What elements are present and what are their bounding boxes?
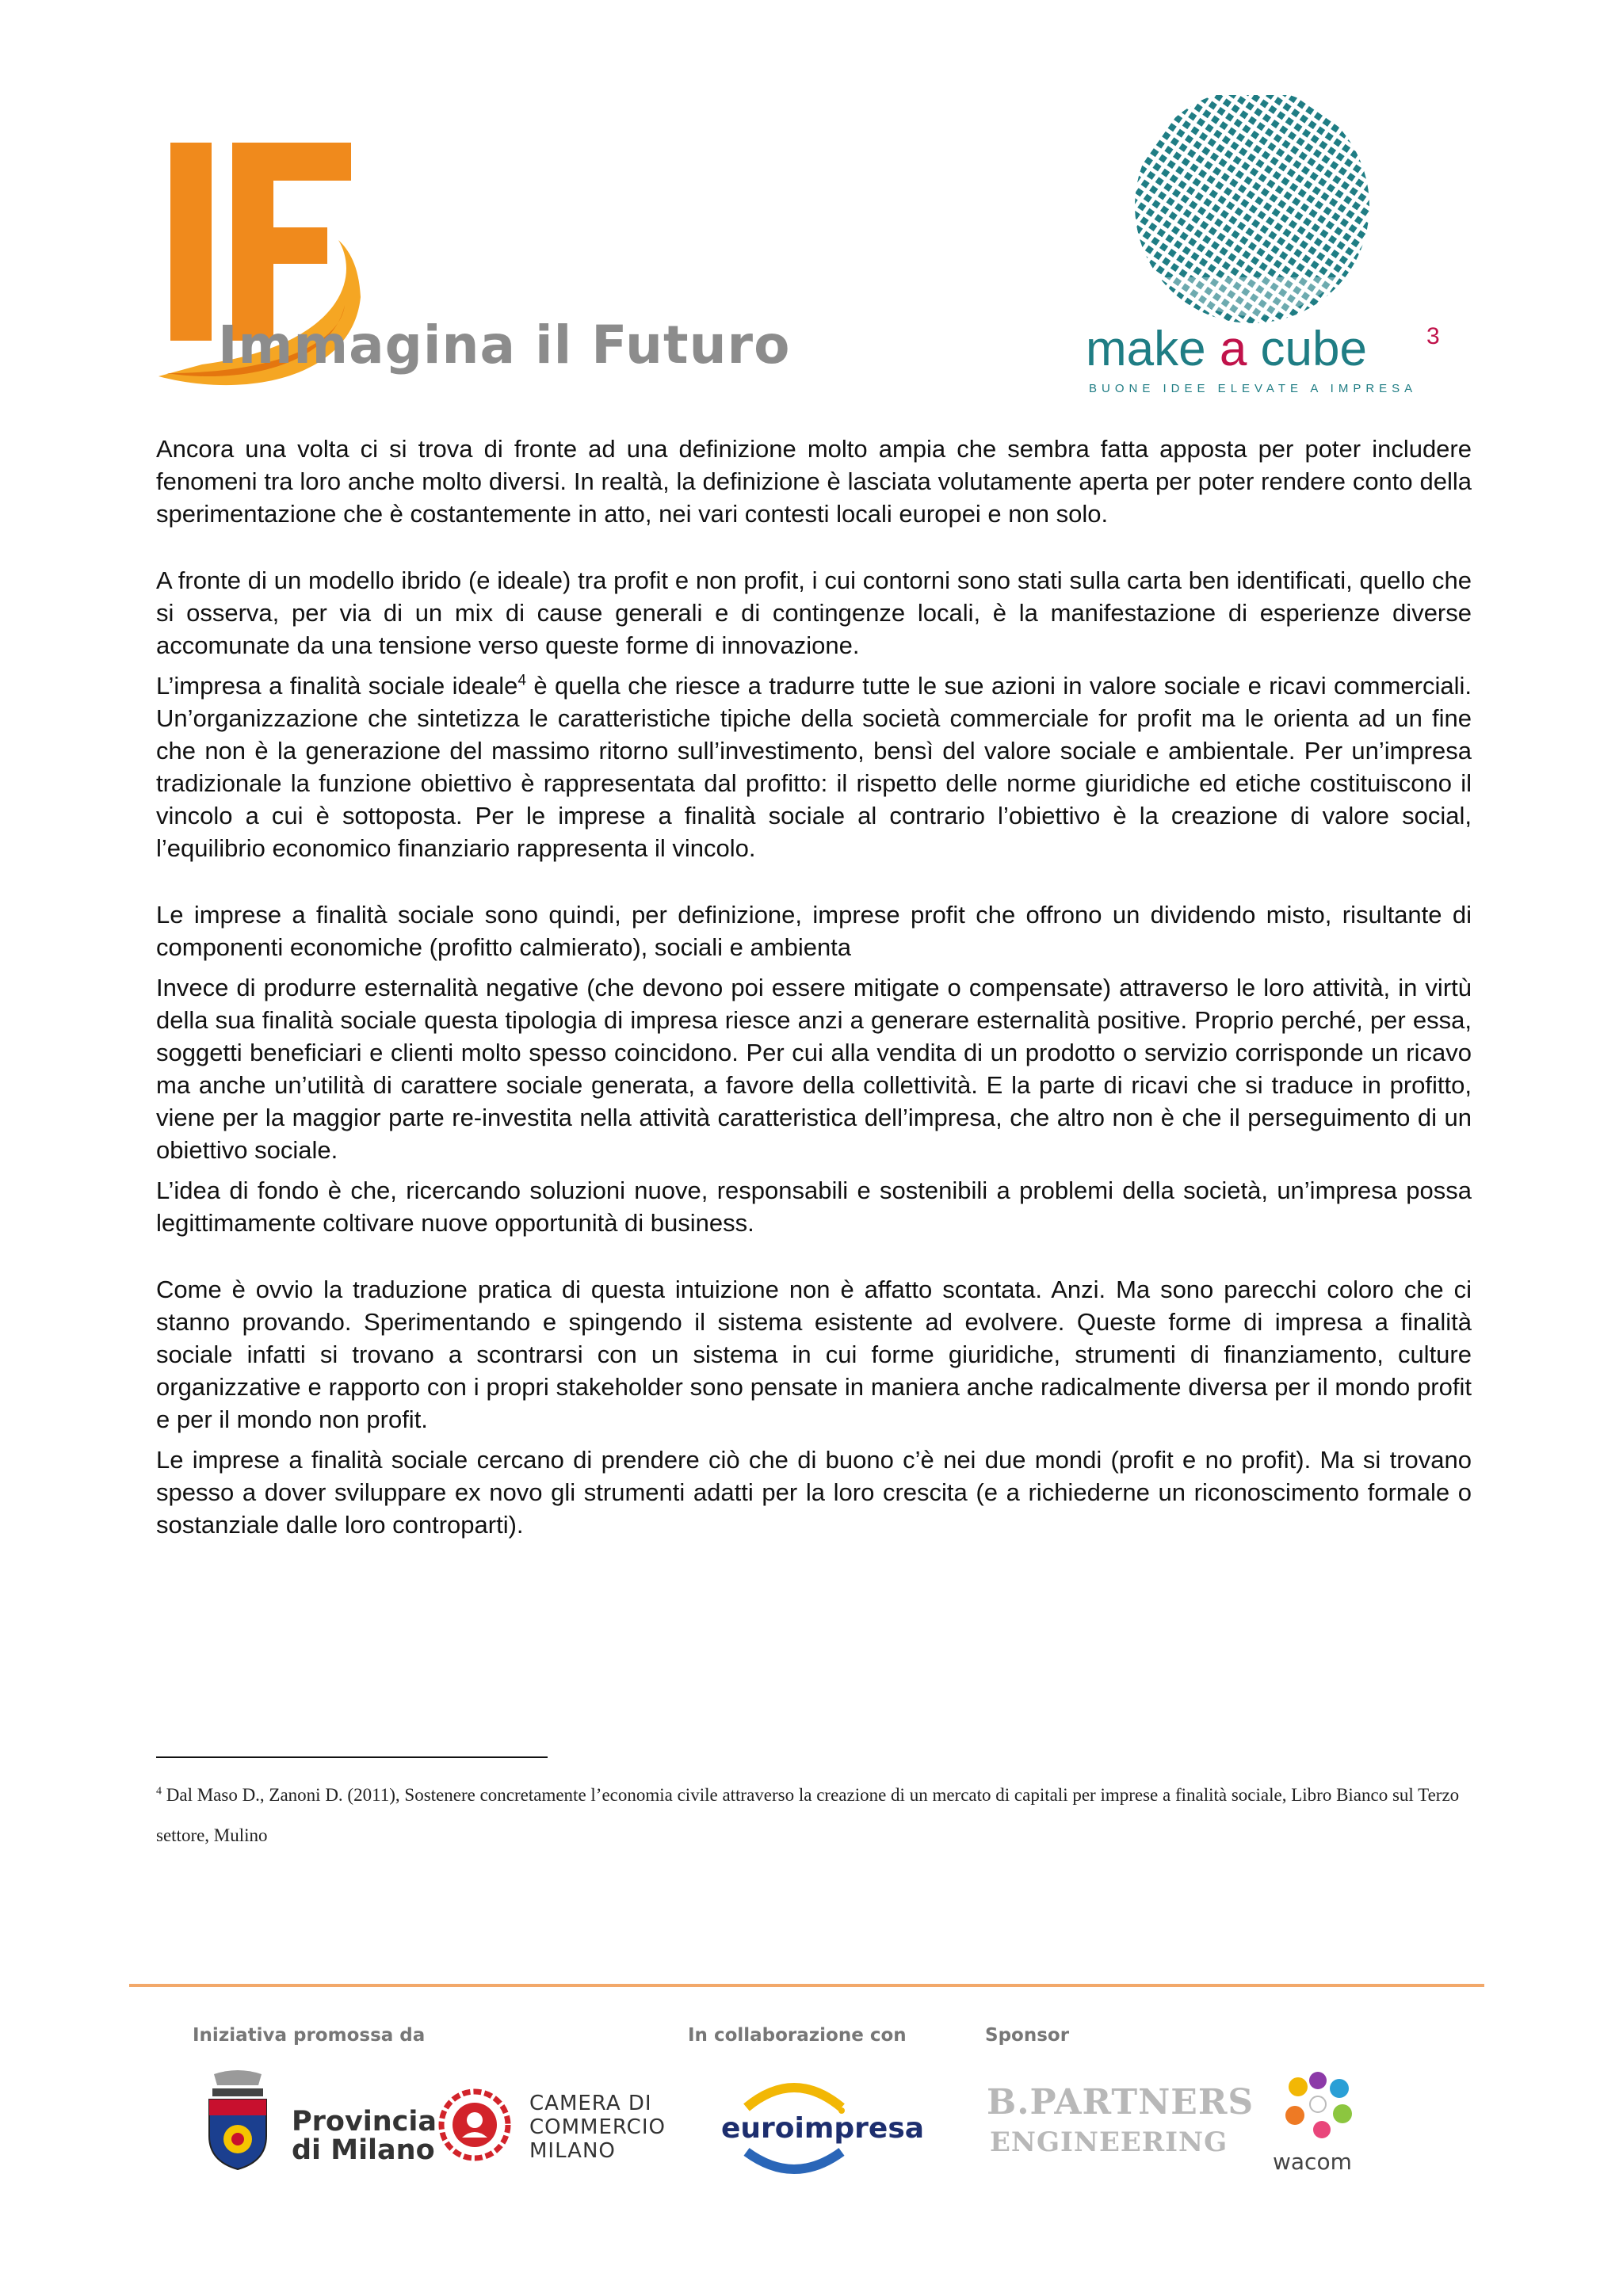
bpartners-engineering-logo xyxy=(987,2077,1254,2180)
bpartners-line-2: ENGINEERING xyxy=(990,2126,1228,2158)
provincia-di-milano-logo xyxy=(198,2068,436,2171)
paragraph: L’impresa a finalità sociale ideale$^4$ è quella che riesce a tradurre tutte le sue azioni in valore sociale e ricavi commerciali. Un’organizzazione che sintetizza le caratteristiche tipiche della società commerciale for profit ma le orienta ad un fine che non è la generazione del massimo ritorno sull’investimento, bensì del valore sociale e ambientale. Per un’impresa tradizionale la funzione obiettivo è rappresentata dal profitto: il rispetto delle norme giuridiche ed etiche costituiscono il vincolo a cui è sottoposta. Per le imprese a finalità sociale al contrario l’obiettivo è la creazione di valore social, l’equilibrio economico finanziario rappresenta il vincolo. xyxy=(156,672,1472,862)
euroimpresa-wordmark: euroimpresa xyxy=(721,2112,925,2145)
cube-dots-icon xyxy=(1078,95,1522,325)
bpartners-line-1: B.PARTNERS xyxy=(987,2082,1254,2122)
paragraph: Invece di produrre esternalità negative (che devono poi essere mitigate o compensate) attraverso le loro attività, in virtù della sua finalità sociale questa tipologia di impresa riesce anzi a generare esternalità positive. Proprio perché, per essa, soggetti beneficiari e clienti molto spesso coincidono. Per cui alla vendita di un prodotto o servizio corrisponde un ricavo ma anche un’utilità di carattere sociale generata, a favore della collettività. E la parte di ricavi che si traduce in profitto, viene per la maggior parte re-investita nella attività caratteristica dell’impresa, che altro non è che il perseguimento di un obiettivo sociale. xyxy=(156,974,1472,1164)
footnote xyxy=(156,1775,1487,1855)
provincia-line-1: Provincia xyxy=(292,2106,437,2138)
sponsor-label: Sponsor xyxy=(985,2025,1070,2046)
if-tagline: Immagina il Futuro xyxy=(218,315,791,376)
paragraph: Le imprese a finalità sociale sono quindi, per definizione, imprese profit che offrono un dividendo misto, risultante di componenti economiche (profitto calmierato), sociali e ambienta xyxy=(156,901,1472,961)
paragraph: L’idea di fondo è che, ricercando soluzioni nuove, responsabili e sostenibili a problemi della società, un’impresa possa legittimamente coltivare nuove opportunità di business. xyxy=(156,1177,1472,1237)
camera-seal-icon xyxy=(438,2088,511,2161)
immagina-il-futuro-logo xyxy=(155,139,791,400)
crest-icon xyxy=(198,2068,277,2171)
camera-line-3: MILANO xyxy=(529,2139,616,2163)
paragraph: Le imprese a finalità sociale cercano di prendere ciò che di buono c’è nei due mondi (profit e no profit). Ma si trovano spesso a dover sviluppare ex novo gli strumenti adatti per la loro crescita (e a richiederne un riconoscimento formale o sostanziale dalle loro controparti). xyxy=(156,1446,1472,1539)
wacom-bubbles-icon xyxy=(1274,2069,1361,2141)
cube-superscript: 3 xyxy=(1426,323,1440,349)
footnote-ref[interactable]: 4 xyxy=(517,672,526,689)
camera-line-2: COMMERCIO xyxy=(529,2115,666,2139)
paragraph: A fronte di un modello ibrido (e ideale) tra profit e non profit, i cui contorni sono stati sulla carta ben identificati, quello che si osserva, per via di un mix di cause generali e di contingenze locali, è la manifestazione di esperienze diverse accomunate da una tensione verso queste forme di innovazione. xyxy=(156,566,1472,659)
provincia-line-2: di Milano xyxy=(292,2134,435,2166)
wacom-wordmark: wacom xyxy=(1273,2149,1352,2175)
make-a-cube-wordmark: make a cube xyxy=(1086,322,1367,376)
document-body xyxy=(156,433,1472,1541)
camera-di-commercio-logo xyxy=(438,2088,676,2176)
footnote-text: Dal Maso D., Zanoni D. (2011), Sostenere concretamente l’economia civile attraverso la creazione di un mercato di capitali per imprese a finalità sociale, Libro Bianco sul Terzo settore, Mulino xyxy=(156,1785,1460,1845)
camera-line-1: CAMERA DI xyxy=(529,2092,652,2115)
make-a-cube-logo xyxy=(1078,95,1522,396)
make-a-cube-tagline: BUONE IDEE ELEVATE A IMPRESA xyxy=(1089,382,1418,395)
euroimpresa-logo xyxy=(715,2076,925,2179)
wacom-logo xyxy=(1265,2069,1376,2180)
footnote-number: 4 xyxy=(156,1785,162,1798)
paragraph: Ancora una volta ci si trova di fronte ad una definizione molto ampia che sembra fatta apposta per poter includere fenomeni tra loro anche molto diversi. In realtà, la definizione è lasciata volutamente aperta per poter rendere conto della sperimentazione che è costantemente in atto, nei vari contesti locali europei e non solo. xyxy=(156,435,1472,528)
footnote-separator xyxy=(156,1756,548,1758)
promoted-by-label: Iniziativa promossa da xyxy=(193,2025,426,2046)
collaboration-label: In collaborazione con xyxy=(688,2025,907,2046)
footer-rule xyxy=(129,1984,1484,1987)
paragraph: Come è ovvio la traduzione pratica di questa intuizione non è affatto scontata. Anzi. Ma sono parecchi coloro che ci stanno provando. Sperimentando e spingendo il sistema esistente ad evolvere. Queste forme di impresa a finalità sociale infatti si trovano a scontrarsi con un sistema in cui forme giuridiche, strumenti di finanziamento, culture organizzative e rapporto con i propri stakeholder sono pensate in maniera anche radicalmente diversa per il mondo profit e per il mondo non profit. xyxy=(156,1276,1472,1433)
